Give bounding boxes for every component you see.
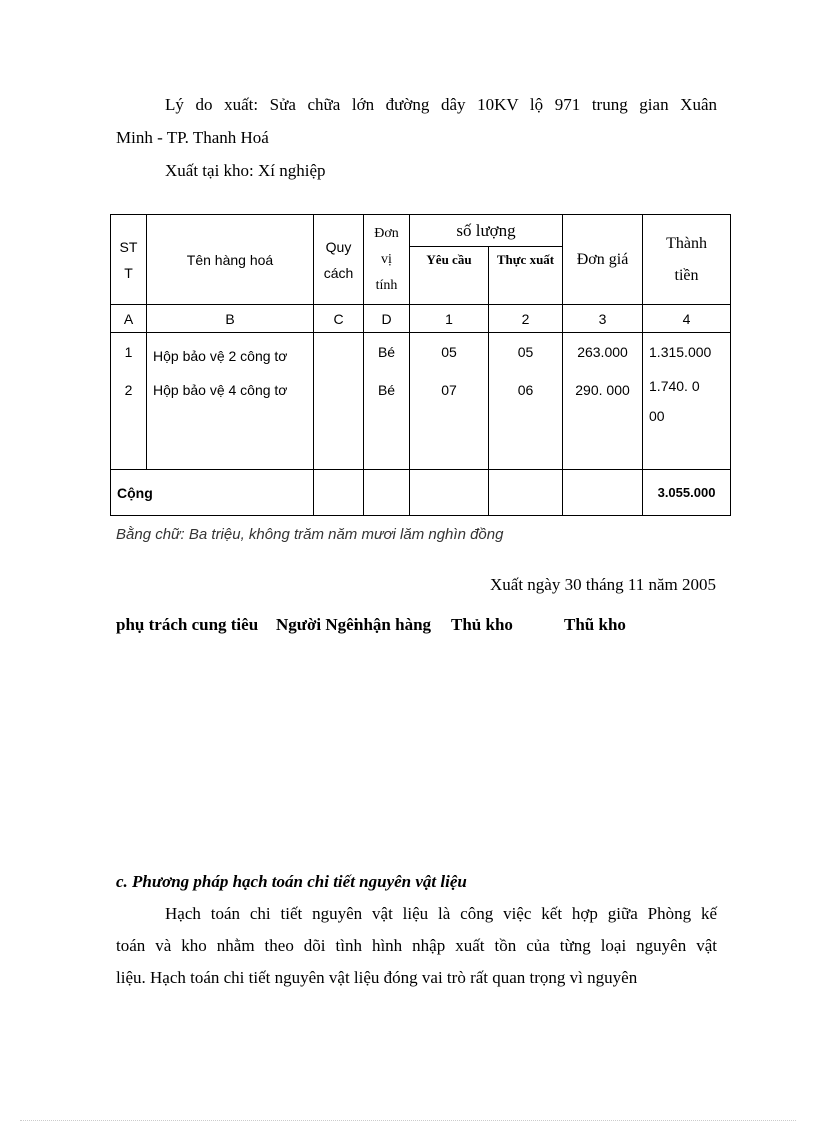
signature-role-1: phụ trách cung tiêu (116, 615, 259, 634)
paragraph-line-1: Hạch toán chi tiết nguyên vật liệu là công việc kết hợp giữa Phòng kế (165, 904, 717, 923)
code-2: 2 (489, 305, 563, 333)
signature-role-4: Thủ kho (451, 615, 513, 634)
goods-issue-table (110, 214, 731, 516)
header-name: Tên hàng hoá (147, 215, 314, 305)
code-d: D (364, 305, 410, 333)
sum-total: 3.055.000 (643, 470, 731, 516)
signature-role-2: Người Ngêi (276, 615, 359, 634)
header-actual: Thực xuất (489, 247, 563, 305)
sum-label: Cộng (111, 470, 314, 516)
total-cell: 1.315.000 1.740. 000 (643, 333, 731, 470)
unit-cell: Bé Bé (364, 333, 410, 470)
signature-row (116, 614, 716, 636)
code-c: C (314, 305, 364, 333)
code-b: B (147, 305, 314, 333)
reason-line-2: Minh - TP. Thanh Hoá (116, 128, 269, 147)
code-a: A (111, 305, 147, 333)
signature-role-5: Thũ kho (564, 615, 626, 634)
header-price: Đơn giá (563, 215, 643, 305)
issue-date: Xuất ngày 30 tháng 11 năm 2005 (490, 575, 716, 594)
section-heading: c. Phương pháp hạch toán chi tiết nguyên vật liệu (116, 872, 467, 891)
sum-row (111, 470, 731, 516)
actual-cell: 05 06 (489, 333, 563, 470)
code-3: 3 (563, 305, 643, 333)
code-4: 4 (643, 305, 731, 333)
header-stt: STT (111, 215, 147, 305)
stt-cell: 1 2 (111, 333, 147, 470)
code-row (111, 305, 731, 333)
header-quantity: số lượng (410, 215, 563, 247)
code-1: 1 (410, 305, 489, 333)
reason-line-1: Lý do xuất: Sửa chữa lớn đường dây 10KV lộ 971 trung gian Xuân (165, 95, 717, 114)
page-bottom-rule (20, 1120, 796, 1121)
spec-cell (314, 333, 364, 470)
table-row (111, 333, 731, 470)
amount-in-words: Bằng chữ: Ba triệu, không trăm năm mươi lăm nghìn đồng (116, 526, 504, 543)
header-total: Thành tiền (643, 215, 731, 305)
header-spec: Quy cách (314, 215, 364, 305)
header-unit: Đơn vị tính (364, 215, 410, 305)
warehouse-line: Xuất tại kho: Xí nghiệp (165, 161, 326, 180)
header-requested: Yêu cầu (410, 247, 489, 305)
name-cell: Hộp bảo vệ 2 công tơ Hộp bảo vệ 4 công tơ (147, 333, 314, 470)
price-cell: 263.000 290. 000 (563, 333, 643, 470)
signature-role-3: nhận hàng (354, 615, 432, 634)
requested-cell: 05 07 (410, 333, 489, 470)
paragraph-line-2: toán và kho nhằm theo dõi tình hình nhập xuất tồn của từng loại nguyên vật (116, 936, 717, 955)
paragraph-line-3: liệu. Hạch toán chi tiết nguyên vật liệu đóng vai trò rất quan trọng vì nguyên (116, 968, 638, 987)
